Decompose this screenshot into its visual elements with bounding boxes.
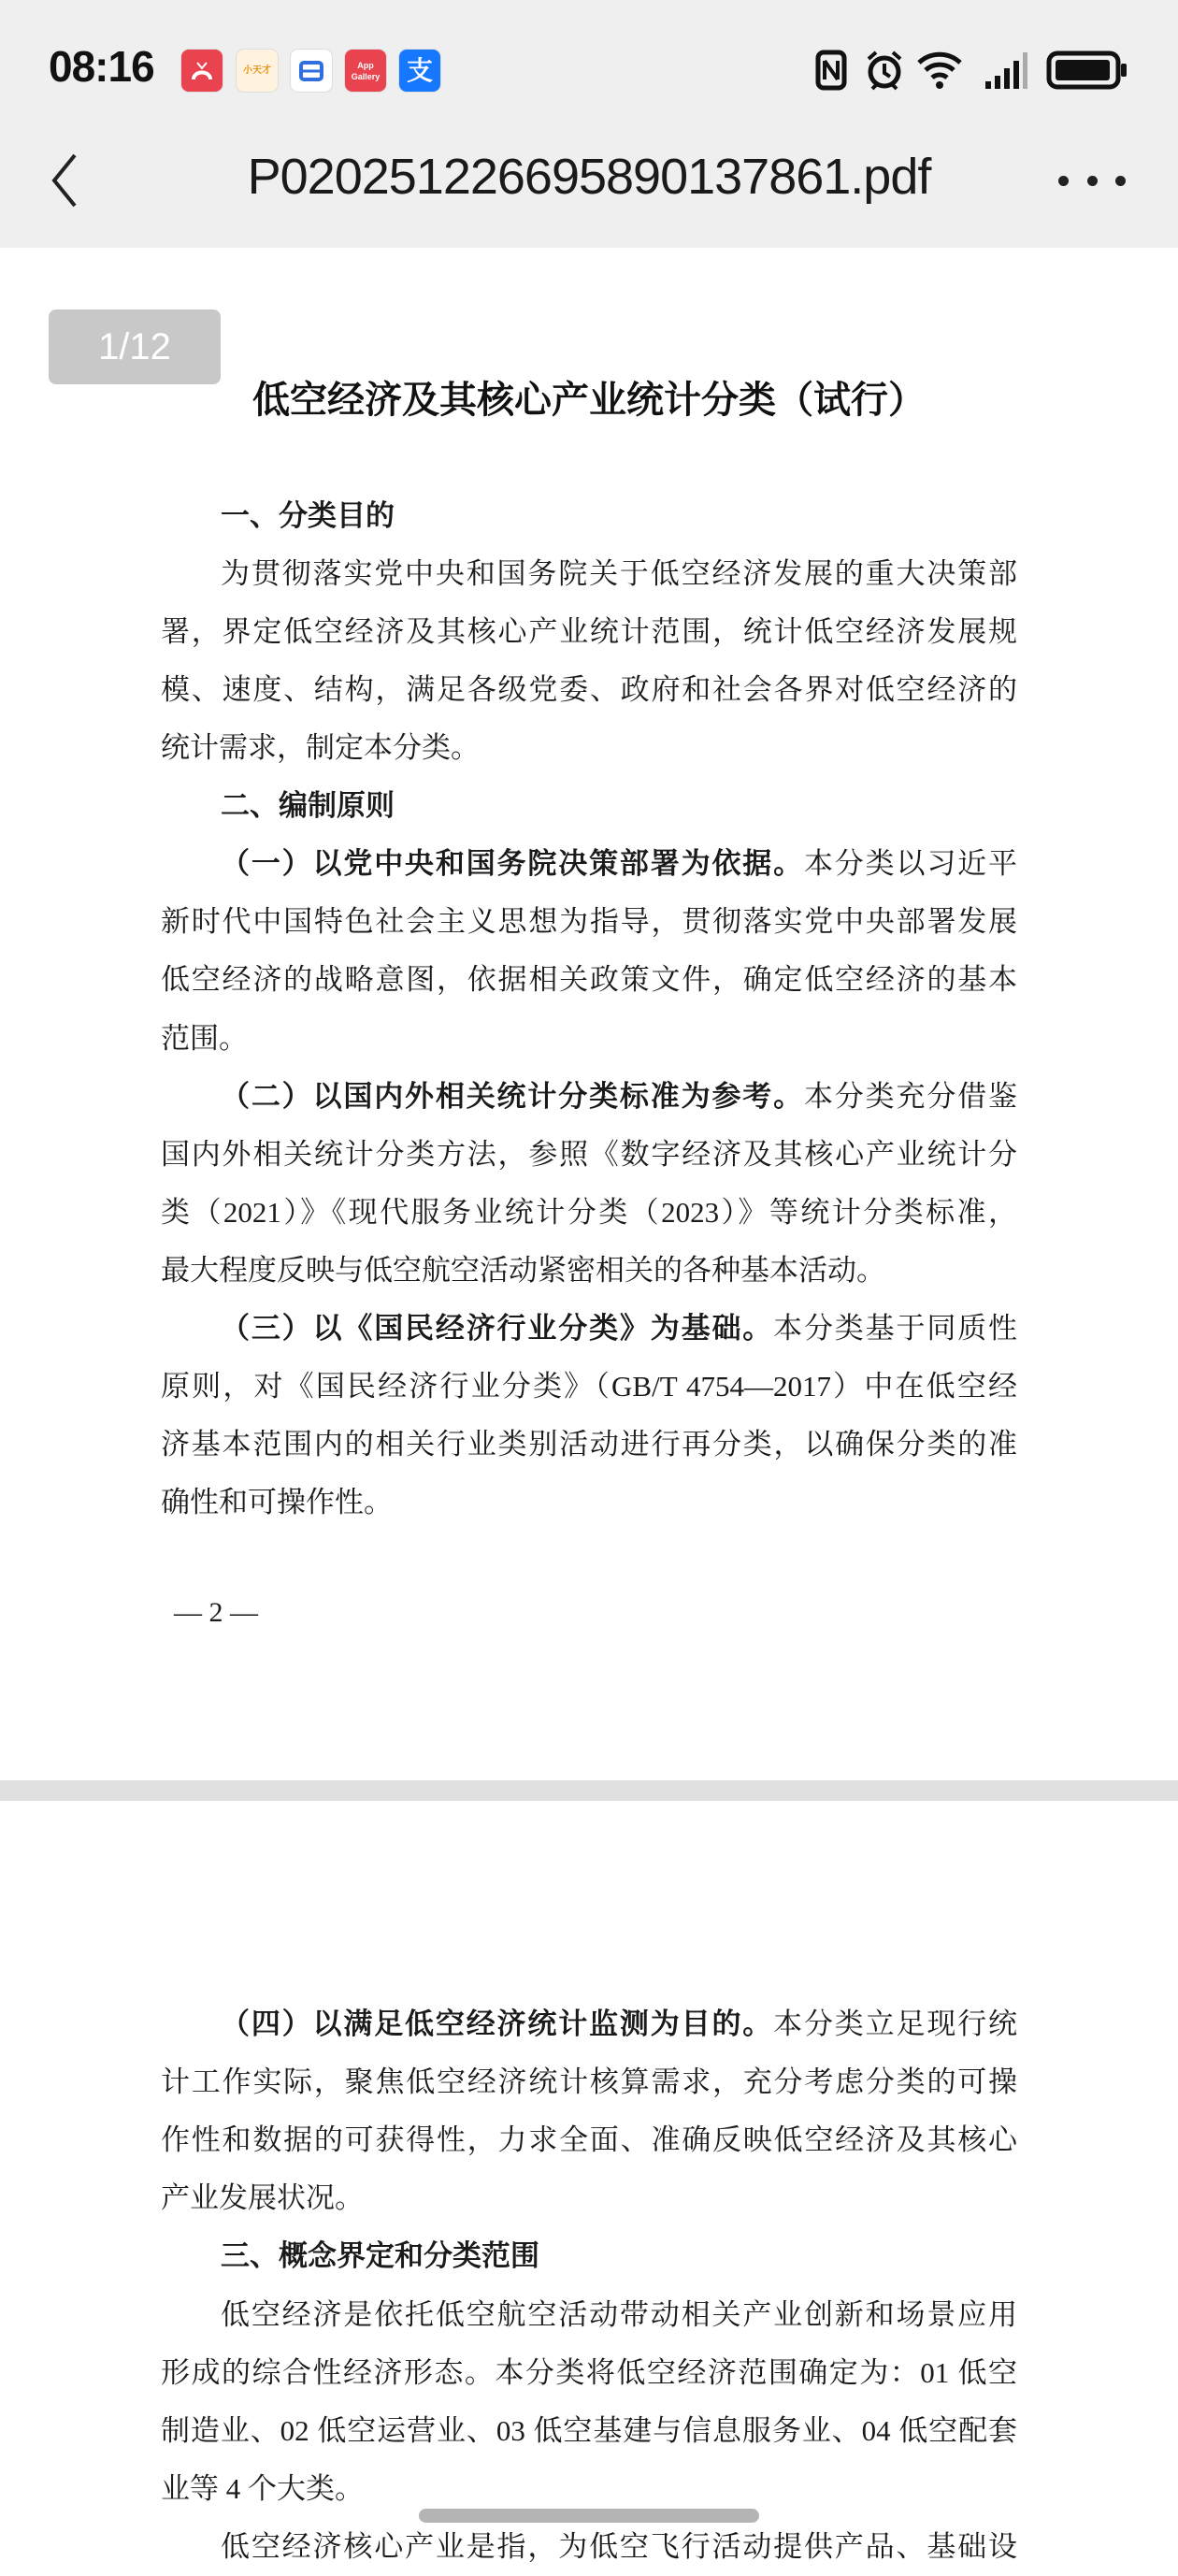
notes-app-icon: [290, 49, 333, 93]
page-number: — 2 —: [174, 1597, 258, 1628]
paragraph-line: 确性和可操作性。: [161, 1486, 393, 1519]
paragraph-line: 署，界定低空经济及其核心产业统计范围，统计低空经济发展规: [161, 615, 1017, 649]
paragraph-line: （三）以《国民经济行业分类》为基础。本分类基于同质性: [221, 1311, 1018, 1345]
paragraph-line: 制造业、02 低空运营业、03 低空基建与信息服务业、04 低空配套: [161, 2413, 1017, 2447]
status-time: 08:16: [49, 42, 154, 91]
page-separator: [0, 1780, 1178, 1801]
paragraph-line: （二）以国内外相关统计分类标准为参考。本分类充分借鉴: [221, 1079, 1018, 1113]
paragraph-line: 类（2021）》《现代服务业统计分类（2023）》等统计分类标准，: [161, 1195, 1017, 1229]
section-heading: 二、编制原则: [221, 789, 395, 823]
paragraph-line: （四）以满足低空经济统计监测为目的。本分类立足现行统: [221, 2008, 1018, 2040]
document-title: 低空经济及其核心产业统计分类（试行）: [252, 379, 926, 421]
paragraph-line: 原则，对《国民经济行业分类》（GB/T 4754—2017）中在低空经: [161, 1369, 1017, 1403]
paragraph-line: （一）以党中央和国务院决策部署为依据。本分类以习近平: [221, 847, 1018, 881]
bold-lead-text: （二）以国内外相关统计分类标准为参考。: [221, 1079, 804, 1113]
file-name-title: P020251226695890137861.pdf: [247, 149, 931, 205]
dot-icon: [1058, 176, 1069, 186]
paragraph-line: 模、速度、结构，满足各级党委、政府和社会各界对低空经济的: [161, 673, 1017, 707]
paragraph-line: 统计需求，制定本分类。: [161, 731, 480, 765]
paragraph-line: 计工作实际，聚焦低空经济统计核算需求，充分考虑分类的可操: [161, 2065, 1017, 2099]
alipay-app-icon: 支: [398, 49, 441, 93]
alarm-icon: [865, 49, 904, 92]
bold-lead-text: （四）以满足低空经济统计监测为目的。: [221, 2008, 774, 2040]
wifi-icon: [916, 49, 963, 92]
more-options-button[interactable]: [1058, 165, 1126, 196]
back-button[interactable]: [47, 150, 84, 211]
paragraph-line: 新时代中国特色社会主义思想为指导，贯彻落实党中央部署发展: [161, 905, 1017, 939]
chevron-left-icon: [47, 150, 84, 211]
top-bar: [0, 0, 1178, 248]
home-indicator[interactable]: [419, 2509, 759, 2523]
nfc-icon: [814, 49, 848, 92]
battery-icon: [1046, 49, 1128, 92]
paragraph-line: 济基本范围内的相关行业类别活动进行再分类，以确保分类的准: [161, 1427, 1017, 1461]
paragraph-line: 产业发展状况。: [161, 2181, 364, 2215]
dot-icon: [1087, 176, 1098, 186]
paragraph-line: 作性和数据的可获得性，力求全面、准确反映低空经济及其核心: [161, 2123, 1017, 2157]
signal-icon: [984, 49, 1028, 92]
bold-lead-text: （一）以党中央和国务院决策部署为依据。: [221, 847, 804, 881]
paragraph-line: 低空经济的战略意图，依据相关政策文件，确定低空经济的基本: [161, 963, 1017, 997]
paragraph-line: 国内外相关统计分类方法，参照《数字经济及其核心产业统计分: [161, 1137, 1017, 1171]
bold-lead-text: （三）以《国民经济行业分类》为基础。: [221, 1311, 774, 1345]
paragraph-line: 最大程度反映与低空航空活动紧密相关的各种基本活动。: [161, 1253, 885, 1287]
xiaotiancai-app-icon: 小天才: [236, 49, 279, 93]
paragraph-line: 为贯彻落实党中央和国务院关于低空经济发展的重大决策部: [221, 557, 1017, 591]
paragraph-line: 范围。: [161, 1021, 248, 1055]
paragraph-line: 业等 4 个大类。: [161, 2471, 364, 2505]
page-indicator: 1/12: [49, 309, 221, 384]
paragraph-line: 形成的综合性经济形态。本分类将低空经济范围确定为：01 低空: [161, 2355, 1017, 2389]
dot-icon: [1115, 176, 1126, 186]
app-gallery-icon: App Gallery: [344, 49, 387, 93]
paragraph-line: 低空经济是依托低空航空活动带动相关产业创新和场景应用: [221, 2297, 1017, 2331]
section-heading: 一、分类目的: [221, 499, 395, 532]
missed-call-app-icon: [180, 49, 223, 93]
section-heading: 三、概念界定和分类范围: [221, 2239, 539, 2273]
paragraph-line: 低空经济核心产业是指，为低空飞行活动提供产品、基础设: [221, 2529, 1017, 2563]
